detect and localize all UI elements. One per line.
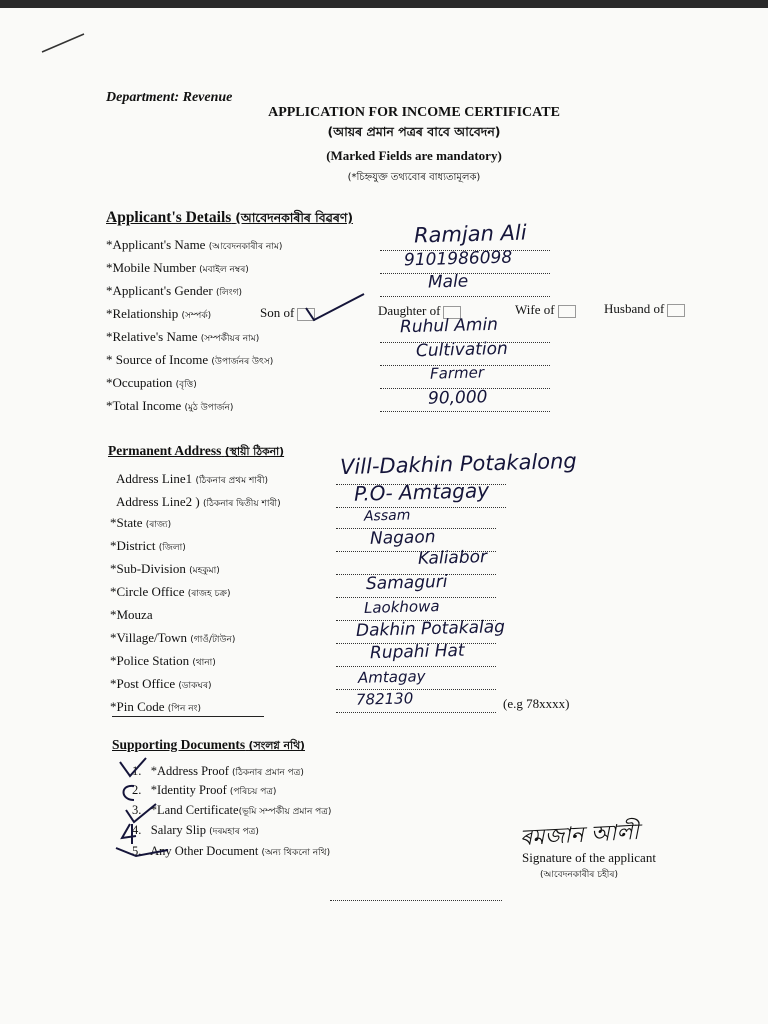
label-bn: (মুঠ উপাৰ্জন) (184, 403, 234, 413)
label-text: *District (110, 538, 156, 553)
police-station-value[interactable]: Rupahi Hat (369, 640, 465, 664)
department-label: Department: Revenue (106, 90, 233, 105)
item-label-bn: (অন্য থিকনো নথি) (261, 848, 331, 858)
address-section-heading (108, 443, 284, 462)
label-bn: (জিলা) (158, 543, 186, 553)
label-text: *Circle Office (110, 584, 185, 599)
mandatory-note: (Marked Fields are mandatory) (326, 148, 502, 163)
applicant-name-value[interactable]: Ramjan Ali (413, 220, 527, 248)
item-label: Salary Slip (150, 823, 206, 837)
check-mark-icon (300, 290, 370, 324)
post-office-value[interactable]: Amtagay (357, 667, 426, 687)
pin-code-value[interactable]: 782130 (355, 689, 414, 709)
pin-code-line (336, 712, 496, 713)
occupation-label (106, 375, 197, 392)
item-number: 3. (132, 803, 142, 817)
applicant-heading-text: Applicant's Details (106, 209, 232, 226)
label-text: *Occupation (106, 375, 173, 390)
label-bn: (উপাৰ্জনৰ উৎস) (211, 357, 274, 367)
address-line2-label (116, 494, 281, 511)
signature-label-bn: (আবেদনকাৰীৰ চহীৰ) (540, 870, 618, 880)
item-number: 2. (132, 783, 142, 797)
item-label: *Address Proof (150, 764, 229, 778)
mobile-label (106, 260, 249, 277)
district-value[interactable]: Nagaon (369, 527, 436, 549)
label-bn: (গাওঁ/টাউন) (190, 635, 236, 645)
total-income-value[interactable]: 90,000 (427, 387, 488, 409)
state-value[interactable]: Assam (363, 507, 411, 525)
wife-of-checkbox[interactable] (558, 305, 576, 318)
address-heading-bn: (স্থায়ী ঠিকনা) (224, 445, 285, 458)
label-text: *Sub-Division (110, 561, 186, 576)
label-text: *Relationship (106, 306, 179, 321)
label-text: *Mouza (110, 607, 153, 622)
label-text: *Village/Town (110, 630, 188, 645)
label-text: *Police Station (110, 653, 190, 668)
applicant-section-heading (106, 209, 353, 230)
daughter-of-label: Daughter of (378, 303, 441, 318)
label-bn: (আবেদনকাৰীৰ নাম) (208, 242, 283, 252)
label-text: *Pin Code (110, 699, 165, 714)
label-bn: (লিংগ) (215, 288, 243, 298)
label-bn: (ৰাজ্য) (145, 520, 172, 530)
item-label: Any Other Document (150, 844, 259, 858)
label-text: *Post Office (110, 676, 176, 691)
relative-name-label (106, 329, 259, 346)
post-office-label (110, 676, 212, 693)
sub-division-value[interactable]: Kaliabor (417, 547, 488, 569)
wife-of-option[interactable] (515, 302, 576, 318)
label-text: *Relative's Name (106, 329, 198, 344)
pin-code-label (110, 699, 201, 716)
income-source-value[interactable]: Cultivation (415, 338, 509, 362)
label-bn: (মবাইল নম্বৰ) (199, 265, 249, 275)
occupation-value[interactable]: Farmer (429, 363, 485, 383)
total-income-label (106, 398, 233, 415)
husband-of-option[interactable] (604, 301, 685, 317)
applicant-heading-bn: (আবেদনকাৰীৰ বিৱৰণ) (235, 210, 353, 225)
address-line2-line (336, 507, 506, 508)
police-station-label (110, 653, 216, 670)
item-number: 4. (132, 823, 142, 837)
village-town-label (110, 630, 235, 647)
gender-value[interactable]: Male (427, 271, 469, 293)
label-bn: (সম্পৰ্কীয়ৰ নাম) (200, 334, 260, 344)
form-title-bn: (আয়ৰ প্ৰমান পত্ৰৰ বাবে আবেদন) (327, 124, 501, 139)
circle-office-label (110, 584, 230, 601)
son-of-label: Son of (260, 305, 295, 320)
address-heading-text: Permanent Address (108, 443, 222, 458)
label-bn: (ডাকঘৰ) (178, 681, 212, 691)
income-source-label (106, 352, 273, 369)
label-bn: (থানা) (192, 658, 216, 668)
village-town-value[interactable]: Dakhin Potakalag (355, 617, 506, 641)
label-bn: (ঠিকনাৰ দ্বিতীয় শাৰী) (203, 499, 281, 509)
label-text: * Source of Income (106, 352, 209, 367)
item-label-bn: (ভূমি সম্পৰ্কীয় প্ৰমান পত্ৰ) (238, 807, 332, 817)
gender-label (106, 283, 242, 300)
address-line2-value[interactable]: P.O- Amtagay (353, 478, 490, 506)
section-divider (112, 716, 264, 717)
item-label: *Identity Proof (150, 783, 227, 797)
label-text: Address Line2 ) (116, 494, 200, 509)
label-bn: (মহকুমা) (189, 566, 220, 576)
mouza-label (110, 607, 153, 623)
item-label-bn: (ঠিকনাৰ প্ৰমান পত্ৰ) (232, 768, 304, 778)
district-label (110, 538, 186, 555)
label-text: *Applicant's Name (106, 237, 206, 252)
mobile-value[interactable]: 9101986098 (403, 247, 513, 271)
label-bn: (বৃত্তি) (175, 380, 197, 390)
relative-name-value[interactable]: Ruhul Amin (399, 314, 499, 338)
wife-of-label: Wife of (515, 302, 555, 317)
label-text: *Total Income (106, 398, 182, 413)
item-label: *Land Certificate (150, 803, 239, 817)
address-line1-label (116, 471, 268, 488)
label-bn: (পিন নং) (167, 704, 201, 714)
item-number: 1. (132, 764, 142, 778)
mouza-value[interactable]: Laokhowa (363, 597, 440, 617)
documents-heading-bn: (সংলগ্ন নথি) (248, 739, 305, 752)
documents-heading-text: Supporting Documents (112, 737, 246, 752)
applicant-name-label (106, 237, 282, 254)
husband-of-label: Husband of (604, 301, 665, 316)
gender-line (380, 296, 550, 297)
label-bn: (সম্পৰ্ক) (181, 311, 212, 321)
item-number: 5. (132, 844, 142, 858)
pin-code-example: (e.g 78xxxx) (503, 696, 570, 711)
signature-label: Signature of the applicant (522, 850, 656, 865)
form-title: APPLICATION FOR INCOME CERTIFICATE (268, 105, 560, 120)
husband-of-checkbox[interactable] (667, 304, 685, 317)
total-income-line (380, 411, 550, 412)
item-label-bn: (দৰমহাৰ পত্ৰ) (209, 827, 259, 837)
state-label (110, 515, 171, 532)
sub-division-label (110, 561, 220, 578)
label-bn: (ৰাজহ চক্ৰ) (187, 589, 231, 599)
label-text: *Applicant's Gender (106, 283, 213, 298)
label-text: Address Line1 (116, 471, 193, 486)
document-tick-marks-icon (112, 752, 192, 864)
label-text: *Mobile Number (106, 260, 196, 275)
bottom-dotted-line (330, 900, 502, 901)
address-line1-value[interactable]: Vill-Dakhin Potakalong (339, 448, 578, 480)
label-text: *State (110, 515, 143, 530)
relationship-label (106, 306, 211, 323)
scan-edge (0, 0, 768, 8)
circle-office-value[interactable]: Samaguri (365, 571, 448, 595)
label-bn: (ঠিকনাৰ প্ৰথম শাৰী) (195, 476, 269, 486)
item-label-bn: (পৰিচয় পত্ৰ) (229, 787, 277, 797)
applicant-signature: ৰমজান আলী (519, 819, 640, 852)
pen-stroke-mark (40, 30, 90, 56)
mandatory-note-bn: (*চিহ্নযুক্ত তথ্যবোৰ বাধ্যতামূলক) (347, 172, 481, 183)
